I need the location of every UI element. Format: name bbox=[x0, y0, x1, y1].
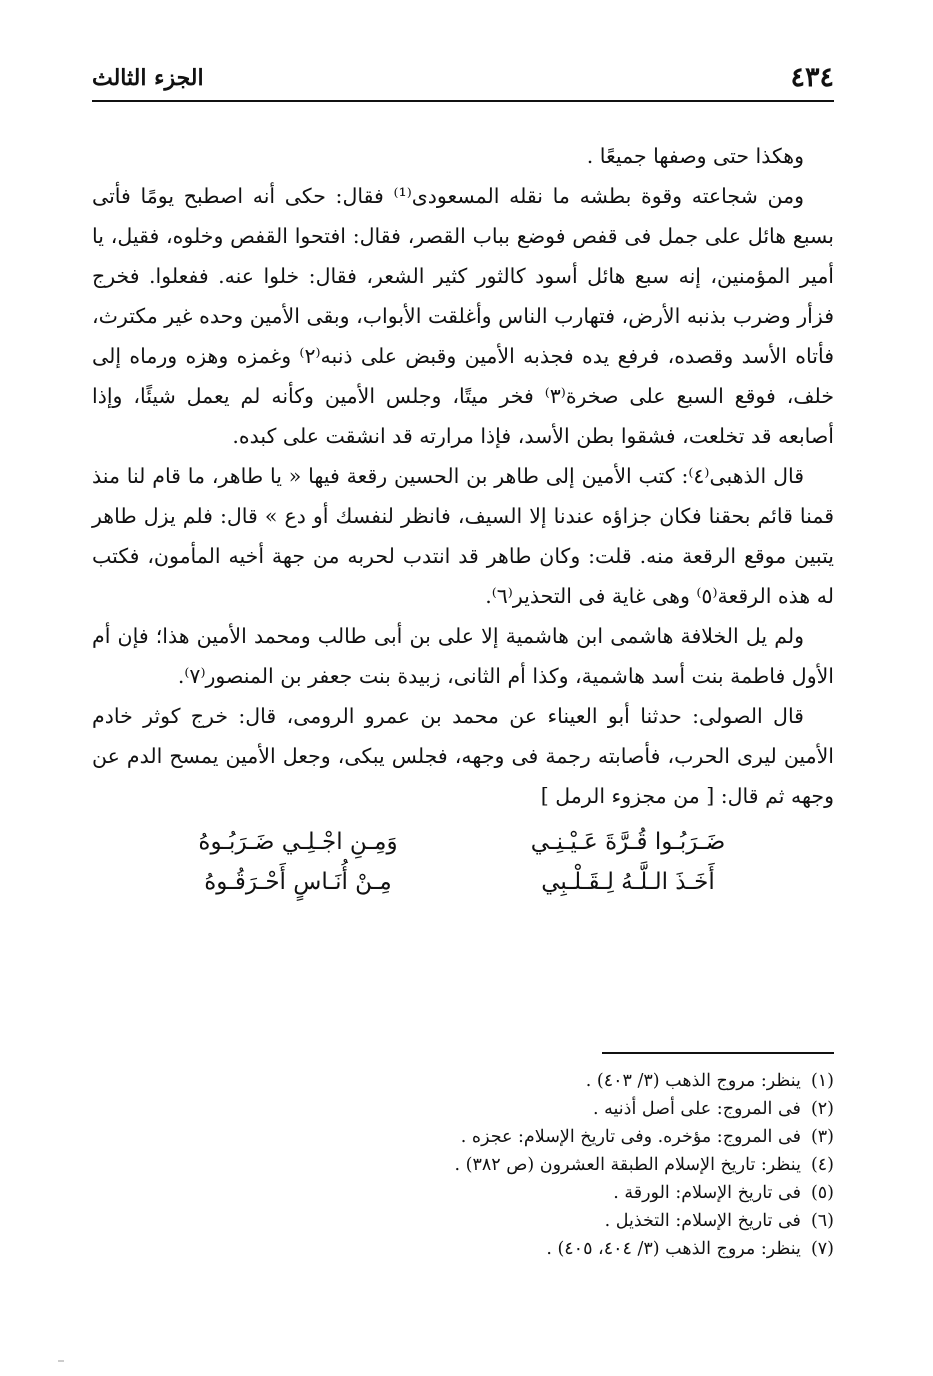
page-number: ٤٣٤ bbox=[790, 62, 834, 93]
footnote bbox=[134, 1067, 834, 1095]
footnote-number: (٣) bbox=[810, 1127, 834, 1147]
verse-second-hemistich: وَمِـنِ اجْـلِـي ضَـرَبُـوهُ bbox=[198, 829, 398, 855]
footnote-number: (٢) bbox=[810, 1099, 834, 1119]
paragraph: ومن شجاعته وقوة بطشه ما نقله المسعودى⁽¹⁾ فقال: حكى أنه اصطبح يومًا فأتى بسبع هائل على جمل فى قفص فوضع بباب القصر، فقال: افتحوا القفص وخلوه، فقيل، يا أمير المؤمنين، إنه سبع هائل أسود كالثور كثير الشعر، فقال: خلوا عنه. ففعلوا. فخرج فزأر وضرب بذنبه الأرض، فتهارب الناس وأغلقت الأبواب، وبقى الأمين وحده غير مكترث، فأتاه الأسد وقصده، فرفع يده فجذبه الأمين وقبض على ذنبه⁽٢⁾ وغمزه وهزه ورماه إلى خلف، فوقع السبع على صخرة⁽٣⁾ فخر ميتًا، وجلس الأمين وكأنه لم يعمل شيئًا، وإذا أصابعه قد تخلعت، فشقوا بطن الأسد، فإذا مرارته قد انشقت على كبده. bbox=[92, 184, 834, 448]
footnote bbox=[134, 1151, 834, 1179]
footnote-number: (٥) bbox=[810, 1183, 834, 1203]
poem-verse bbox=[92, 862, 834, 902]
running-title: الجزء الثالث bbox=[92, 65, 204, 91]
footnote-number: (٧) bbox=[810, 1239, 834, 1259]
verse-second-hemistich: مِـنْ أُنَـاسٍ أَحْـرَقُـوهُ bbox=[204, 869, 392, 895]
footnote-text: فى تاريخ الإسلام: التخذيل . bbox=[604, 1211, 801, 1231]
verse-first-hemistich: ضَـرَبُـوا قُـرَّةَ عَـيْـنِـي bbox=[530, 829, 726, 855]
footnote-number: (١) bbox=[810, 1071, 834, 1091]
verse-first-hemistich: أَخَـذَ الـلَّـهُ لِـقَـلْـبِي bbox=[541, 869, 715, 895]
footnotes bbox=[134, 1067, 834, 1263]
paragraph: قال الذهبى⁽٤⁾: كتب الأمين إلى طاهر بن الحسين رقعة فيها « يا طاهر، ما قام لنا منذ قمنا قائم بحقنا فكان جزاؤه عندنا إلا السيف، فانظر لنفسك أو دع » قال: فلم يزل طاهر يتبين موقع الرقعة منه. قلت: وكان طاهر قد انتدب لحربه من جهة أخيه المأمون، فكتب له هذه الرقعة⁽٥⁾ وهى غاية فى التحذير⁽٦⁾. bbox=[92, 464, 834, 608]
footnote-text: ينظر: مروج الذهب (٣/ ٤٠٤، ٤٠٥) . bbox=[546, 1239, 801, 1259]
footnote bbox=[134, 1095, 834, 1123]
footnote bbox=[134, 1179, 834, 1207]
poem-verse bbox=[92, 822, 834, 862]
footnote-number: (٦) bbox=[810, 1211, 834, 1231]
footnote-text: فى تاريخ الإسلام: الورقة . bbox=[613, 1183, 801, 1203]
paragraph: قال الصولى: حدثنا أبو العيناء عن محمد بن عمرو الرومى، قال: خرج كوثر خادم الأمين ليرى الحرب، فأصابته رجمة فى وجهه، فجلس يبكى، وجعل الأمين يمسح الدم عن وجهه ثم قال: [ من مجزوء الرمل ] bbox=[92, 704, 834, 808]
main-text bbox=[92, 136, 834, 902]
footnote-number: (٤) bbox=[810, 1155, 834, 1175]
paragraph: وهكذا حتى وصفها جميعًا . bbox=[586, 144, 804, 168]
footnote bbox=[134, 1235, 834, 1263]
footnote-text: ينظر: تاريخ الإسلام الطبقة العشرون (ص ٣٨٢) . bbox=[454, 1155, 801, 1175]
footnote-text: فى المروج: على أصل أذنيه . bbox=[593, 1099, 801, 1119]
footnote bbox=[134, 1123, 834, 1151]
footnote-text: فى المروج: مؤخره. وفى تاريخ الإسلام: عجزه . bbox=[460, 1127, 801, 1147]
footnote bbox=[134, 1207, 834, 1235]
scan-speck bbox=[58, 1360, 64, 1362]
poem bbox=[92, 822, 834, 902]
footnote-text: ينظر: مروج الذهب (٣/ ٤٠٣) . bbox=[585, 1071, 801, 1091]
footnote-separator bbox=[602, 1052, 834, 1054]
paragraph: ولم يل الخلافة هاشمى ابن هاشمية إلا على بن أبى طالب ومحمد الأمين هذا؛ فإن أم الأول فاطمة بنت أسد هاشمية، وكذا أم الثانى، زبيدة بنت جعفر بن المنصور⁽٧⁾. bbox=[92, 624, 834, 688]
page-header bbox=[92, 60, 834, 102]
